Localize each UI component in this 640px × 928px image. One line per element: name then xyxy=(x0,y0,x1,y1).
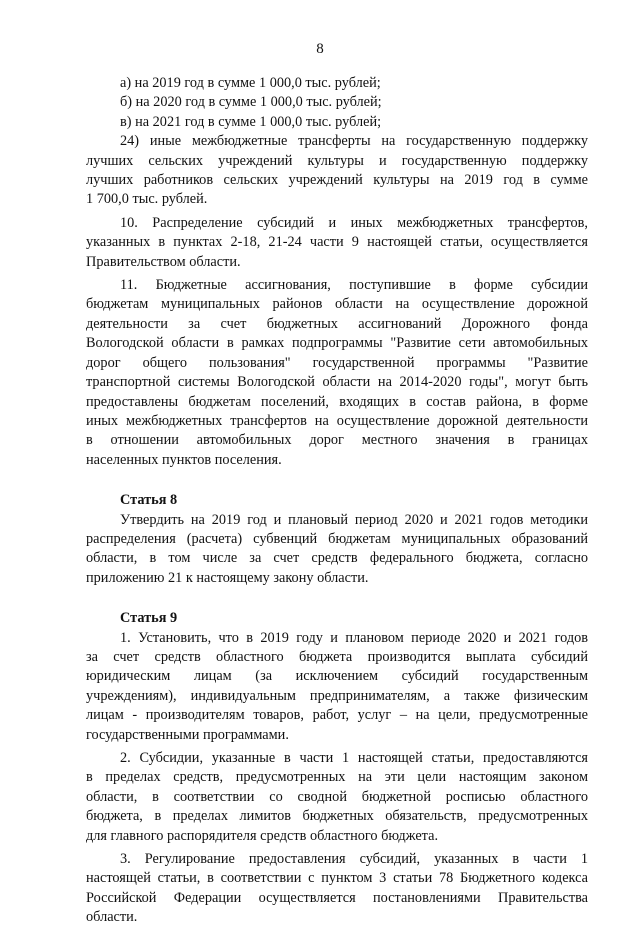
text-line-last: приложению 21 к настоящему закону области. xyxy=(86,569,369,586)
text-line: в пределах средств, предусмотренных на эти цели настоящим законом xyxy=(86,769,588,786)
article-9-heading: Статья 9 xyxy=(120,610,178,627)
text-line: настоящей статьи, в соответствии с пунктом 3 статьи 78 Бюджетного кодекса xyxy=(86,870,588,887)
text-line-last: Правительством области. xyxy=(86,253,241,270)
list-item-c: в) на 2021 год в сумме 1 000,0 тыс. рублей; xyxy=(120,113,382,130)
list-item-a: а) на 2019 год в сумме 1 000,0 тыс. рублей; xyxy=(120,75,381,91)
text-line: указанных в пунктах 2-18, 21-24 части 9 настоящей статьи, осуществляется xyxy=(86,234,588,251)
text-line: Российской Федерации осуществляется постановлениями Правительства xyxy=(86,889,588,906)
article-8-heading: Статья 8 xyxy=(120,492,178,509)
text-line: области, в том числе за счет средств федерального бюджета, согласно xyxy=(86,550,588,567)
text-line: за счет средств областного бюджета производится выплата субсидий xyxy=(86,648,588,665)
text-line: в отношении автомобильных дорог местного значения в границах xyxy=(86,432,588,449)
text-line: 24) иные межбюджетные трансферты на государственную поддержку xyxy=(120,133,588,150)
text-line-last: 1 700,0 тыс. рублей. xyxy=(86,191,208,208)
text-line: 10. Распределение субсидий и иных межбюджетных трансфертов, xyxy=(120,214,588,231)
text-line: бюджета, в пределах лимитов бюджетных обязательств, предусмотренных xyxy=(86,808,588,825)
article-9-part-3 xyxy=(86,850,588,928)
text-line: предоставлены бюджетам поселений, входящих в состав района, в форме xyxy=(86,393,588,410)
text-line: лучших сельских учреждений культуры и государственную поддержку xyxy=(86,152,588,169)
text-line: дорог общего пользования" государственной программы "Развитие xyxy=(86,354,588,371)
text-line-last: населенных пунктов поселения. xyxy=(86,451,282,468)
page-number: 8 xyxy=(316,41,324,57)
text-line: иных межбюджетных трансфертов на осуществление дорожной деятельности xyxy=(86,412,588,429)
paragraph-11 xyxy=(86,276,588,470)
article-8 xyxy=(86,491,588,588)
text-line: 11. Бюджетные ассигнования, поступившие в форме субсидии xyxy=(120,277,588,294)
article-9-part-1 xyxy=(86,629,588,745)
text-line: учреждениям), индивидуальным предпринимателям, а также физическим xyxy=(86,687,588,704)
list-subitems xyxy=(86,74,588,132)
text-line: юридическим лицам (за исключением субсидий государственным xyxy=(86,668,588,685)
article-9 xyxy=(86,609,588,928)
text-line: 1. Установить, что в 2019 году и плановом периоде 2020 и 2021 годов xyxy=(120,629,588,646)
text-line: деятельности за счет бюджетных ассигнований Дорожного фонда xyxy=(86,315,588,332)
text-line: лучших работников сельских учреждений культуры на 2019 год в сумме xyxy=(86,172,588,189)
list-item-b: б) на 2020 год в сумме 1 000,0 тыс. рублей; xyxy=(120,94,382,111)
text-line-last: для главного распорядителя средств областного бюджета. xyxy=(86,827,439,844)
text-line: области, в соответствии со сводной бюджетной росписью областного xyxy=(86,788,588,805)
text-line: распределения (расчета) субвенций бюджетам муниципальных образований xyxy=(86,530,588,547)
text-line: Утвердить на 2019 год и плановый период 2020 и 2021 годов методики xyxy=(120,511,588,528)
text-line: транспортной системы Вологодской области на 2014-2020 годы", могут быть xyxy=(86,374,588,391)
document-body xyxy=(86,74,588,928)
text-line: 2. Субсидии, указанные в части 1 настоящей статьи, предоставляются xyxy=(120,750,588,766)
paragraph-10 xyxy=(86,214,588,272)
text-line: лицам - производителям товаров, работ, услуг – на цели, предусмотренные xyxy=(86,707,588,724)
text-line: 3. Регулирование предоставления субсидий, указанных в части 1 xyxy=(120,851,588,868)
article-9-part-2 xyxy=(86,749,588,846)
text-line-last: области. xyxy=(86,909,138,926)
text-line: бюджетам муниципальных районов области на осуществление дорожной xyxy=(86,296,588,313)
item-24 xyxy=(86,132,588,210)
text-line: Вологодской области в рамках подпрограммы "Развитие сети автомобильных xyxy=(86,335,588,352)
text-line-last: государственными программами. xyxy=(86,726,289,743)
